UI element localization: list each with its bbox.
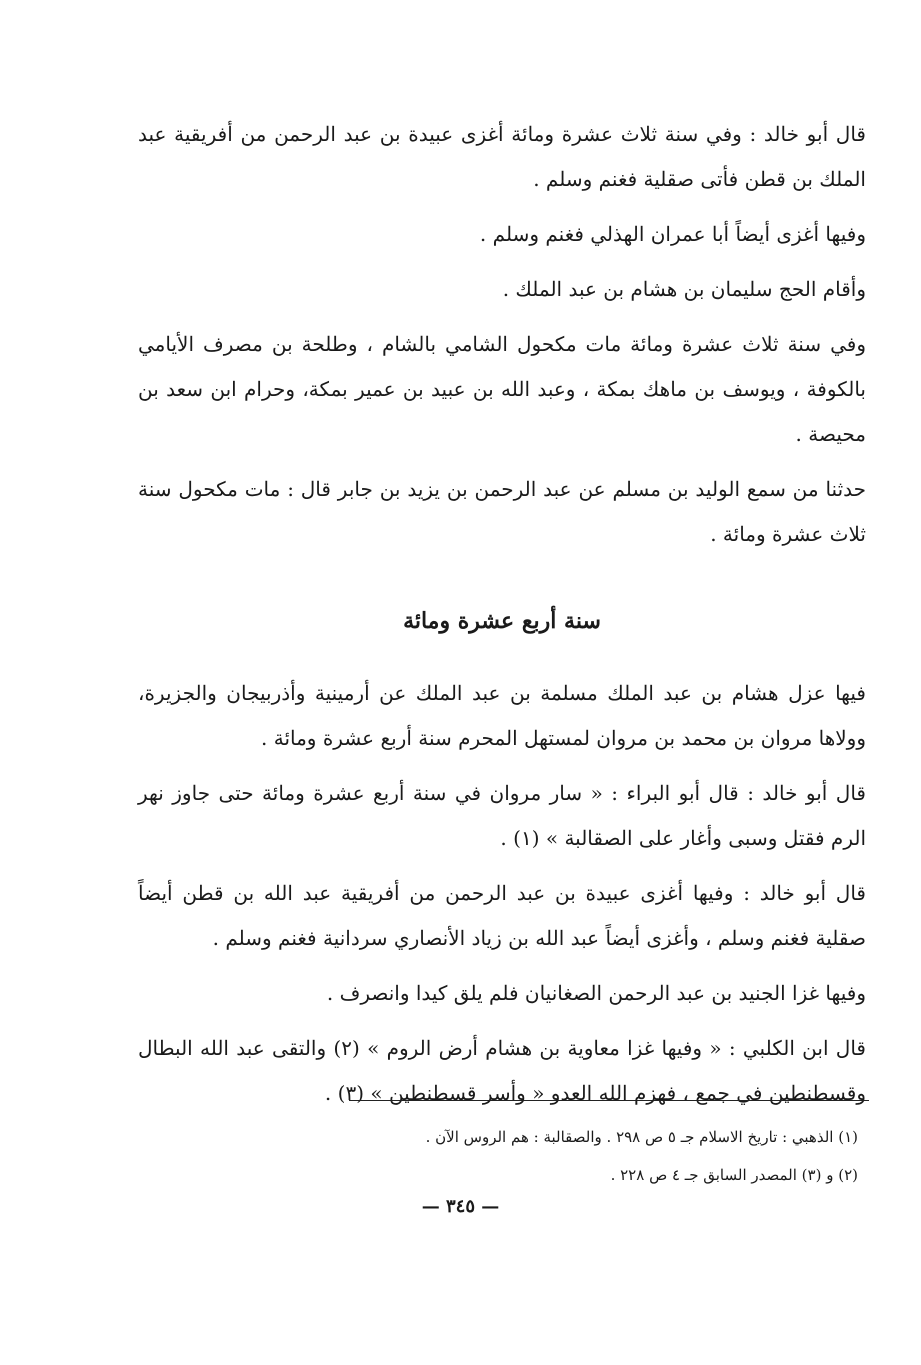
paragraph: قال ابن الكلبي : « وفيها غزا معاوية بن هشام أرض الروم » (٢) والتقى عبد الله البطال وقسطنطين في جمع ، فهزم الله العدو « وأسر قسطنطين » (٣) . [138, 1036, 866, 1105]
paragraph: حدثنا من سمع الوليد بن مسلم عن عبد الرحمن بن يزيد بن جابر قال : مات مكحول سنة ثلاث عشرة ومائة . [138, 477, 866, 546]
paragraph: فيها عزل هشام بن عبد الملك مسلمة بن عبد الملك عن أرمينية وأذربيجان والجزيرة، وولاها مروان بن محمد بن مروان لمستهل المحرم سنة أربع عشرة ومائة . [138, 681, 866, 750]
main-text [138, 112, 866, 1126]
paragraph: وفيها غزا الجنيد بن عبد الرحمن الصغانيان فلم يلق كيدا وانصرف . [326, 981, 866, 1005]
paragraph: وفي سنة ثلاث عشرة ومائة مات مكحول الشامي بالشام ، وطلحة بن مصرف الأيامي بالكوفة ، ويوسف بن ماهك بمكة ، وعبد الله بن عبيد بن عمير بمكة، وحرام ابن سعد بن محيصة . [138, 332, 866, 446]
footnote-separator [349, 1100, 869, 1101]
footnote: (٢) و (٣) المصدر السابق جـ ٤ ص ٢٢٨ . [610, 1166, 858, 1184]
paragraph: وفيها أغزى أيضاً أبا عمران الهذلي فغنم وسلم . [479, 222, 866, 246]
paragraph: قال أبو خالد : وفيها أغزى عبيدة بن عبد الرحمن من أفريقية عبد الله بن قطن أيضاً صقلية فغنم وسلم ، وأغزى أيضاً عبد الله بن زياد الأنصاري سردانية فغنم وسلم . [138, 881, 866, 950]
paragraph: قال أبو خالد : وفي سنة ثلاث عشرة ومائة أغزى عبيدة بن عبد الرحمن من أفريقية عبد الملك بن قطن فأتى صقلية فغنم وسلم . [138, 122, 866, 191]
footnotes [138, 1118, 858, 1194]
paragraph: وأقام الحج سليمان بن هشام بن عبد الملك . [502, 277, 866, 301]
paragraph: قال أبو خالد : قال أبو البراء : « سار مروان في سنة أربع عشرة ومائة حتى جاوز نهر الرم فقتل وسبى وأغار على الصقالبة » (١) . [138, 781, 866, 850]
footnote: (١) الذهبي : تاريخ الاسلام جـ ٥ ص ٢٩٨ . والصقالبة : هم الروس الآن . [425, 1128, 858, 1146]
page-number: — ٣٤٥ — [421, 1196, 500, 1217]
section-heading: سنة أربع عشرة ومائة [403, 608, 601, 634]
